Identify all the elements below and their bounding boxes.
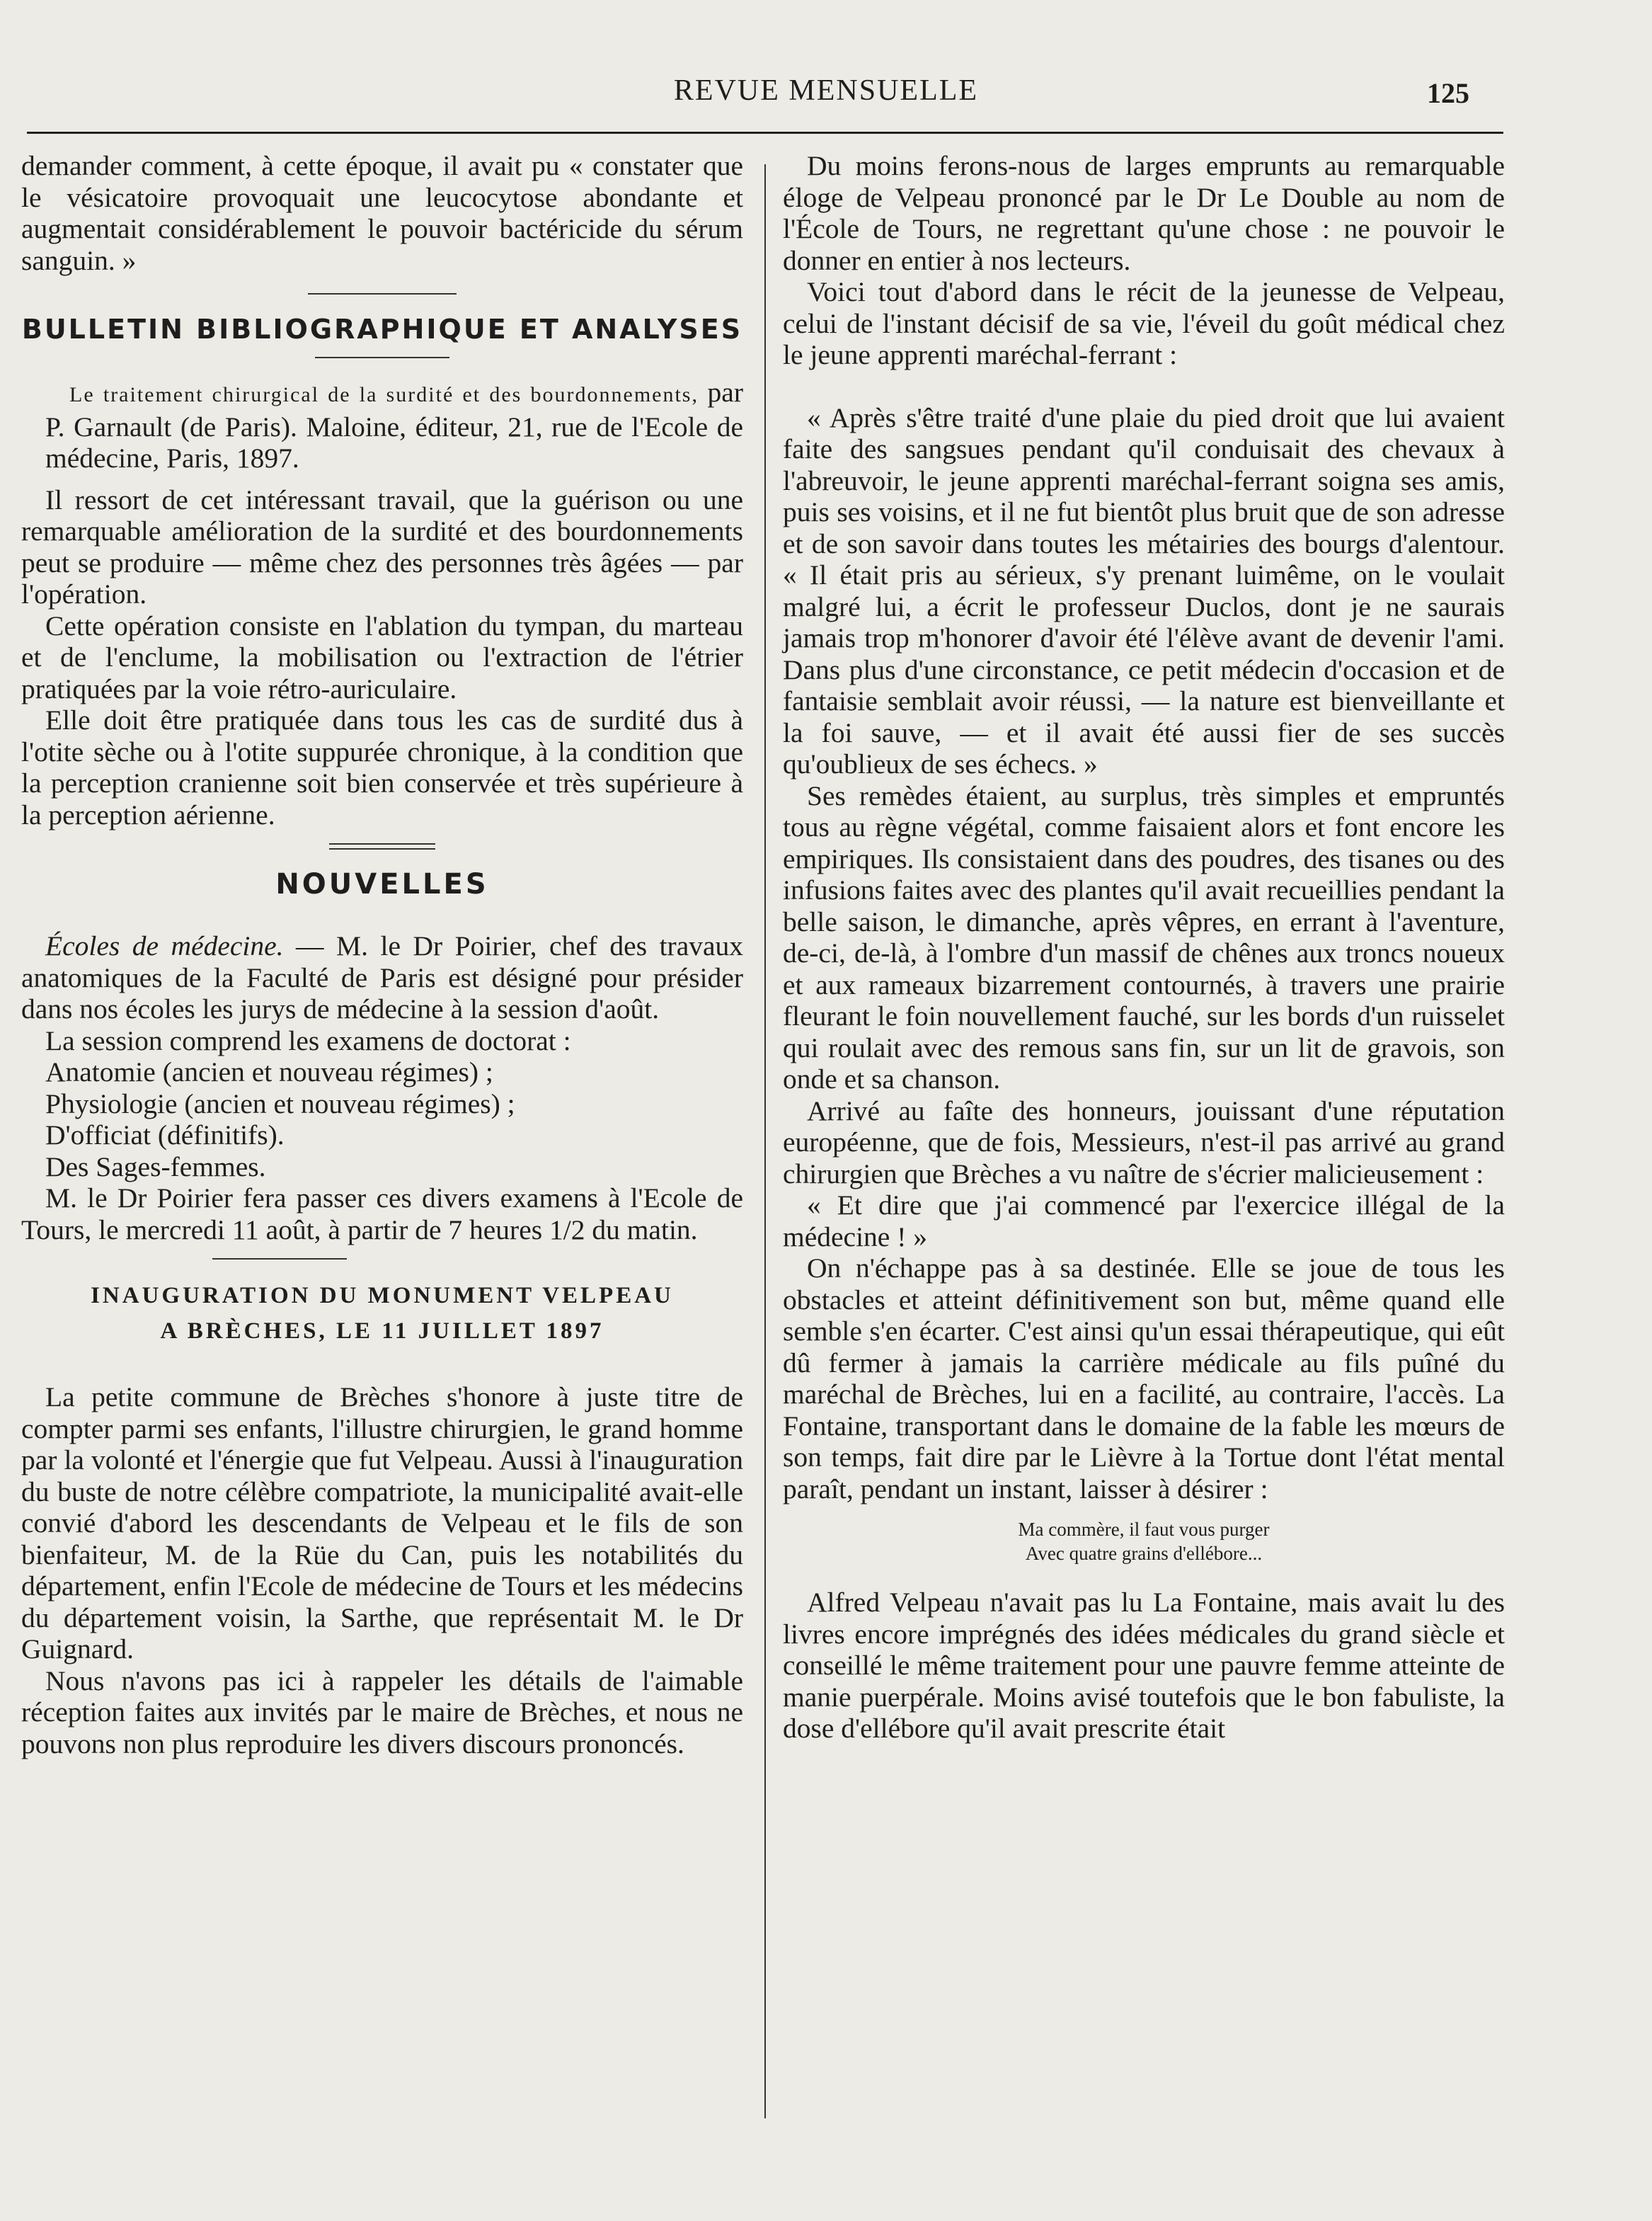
- paragraph: On n'échappe pas à sa destinée. Elle se joue de tous les obstacles et atteint définitivement son but, même quand elle semble s'en écarter. C'est ainsi qu'un essai thérapeutique, qui eût dû fermer à jamais la carrière médicale au fils puîné du maréchal de Brèches, lui en a facilité, au contraire, l'accès. La Fontaine, transportant dans le domaine de la fable les mœurs de son temps, fait dire par le Lièvre à la Tortue dont l'état mental paraît, pendant un instant, laisser à désirer :: [783, 1252, 1505, 1505]
- paragraph: Du moins ferons-nous de larges emprunts au remarquable éloge de Velpeau prononcé par le Dr Le Double au nom de l'École de Tours, ne regrettant qu'une chose : ne pouvoir le donner en entier à nos lecteurs.: [783, 150, 1505, 276]
- list-item: Physiologie (ancien et nouveau régimes) ;: [45, 1087, 515, 1119]
- news-text: — M. le Dr Poirier, chef des travaux anatomiques de la Faculté de Paris est désigné pour présider dans nos écoles les jurys de médecine à la session d'août.: [21, 930, 744, 1024]
- quote: « Et dire que j'ai commencé par l'exercice illégal de la médecine ! »: [783, 1189, 1505, 1252]
- bulletin-heading: BULLETIN BIBLIOGRAPHIQUE ET ANALYSES: [21, 314, 743, 345]
- quoted-paragraph: « Après s'être traité d'une plaie du pied droit que lui avaient faite des sangsues pendant qu'il conduisait des chevaux à l'abreuvoir, le jeune apprenti maréchal-ferrant soigna ses amis, puis ses voisins, et il ne fut bientôt plus bruit que de son adresse et de son savoir dans toutes les métairies des bourgs d'alentour. « Il était pris au sérieux, s'y prenant luimême, on le voulait malgré lui, a écrit le professeur Duclos, dont je ne saurais jamais trop m'honorer d'avoir été l'élève avant de devenir l'ami. Dans plus d'une circonstance, ce petit médecin d'occasion et de fantaisie semblait avoir réussi, — la nature est bienveillante et la foi sauve, — et il avait été aussi fier de ses succès qu'oublieux de ses échecs. »: [783, 401, 1505, 780]
- news-label: Écoles de médecine.: [45, 930, 284, 961]
- list-item: D'officiat (définitifs).: [45, 1119, 285, 1151]
- left-column: [21, 150, 743, 1759]
- nouvelles-heading: NOUVELLES: [275, 868, 489, 901]
- paragraph: Ses remèdes étaient, au surplus, très simples et empruntés tous au règne végétal, comme faisaient alors et font encore les empiriques. Ils consistaient dans des poudres, des tisanes ou des infusions faites avec des plantes qu'il avait recueillies pendant la belle saison, le dimanche, après vêpres, en errant à l'aventure, de-ci, de-là, à l'ombre d'un massif de chênes aux troncs noueux et aux rameaux bizarrement contournés, à travers une prairie fleurant le foin nouvellement fauché, sur les bords d'un ruisselet qui roulait avec des remous sans fin, sur un lit de gravois, son onde et sa chanson.: [783, 780, 1505, 1095]
- paragraph: La session comprend les examens de doctorat :: [45, 1024, 571, 1056]
- paragraph: Cette opération consiste en l'ablation du tympan, du marteau et de l'enclume, la mobilisation ou l'extraction de l'étrier pratiquées par la voie rétro-auriculaire.: [21, 610, 743, 704]
- page-number: 125: [1427, 77, 1469, 109]
- paragraph: M. le Dr Poirier fera passer ces divers examens à l'Ecole de Tours, le mercredi 11 août, à partir de 7 heures 1/2 du matin.: [21, 1182, 743, 1245]
- paragraph: demander comment, à cette époque, il avait pu « constater que le vésicatoire provoquait une leucocytose abondante et augmentait considérablement le pouvoir bactéricide du sérum sanguin. »: [21, 150, 743, 276]
- section-double-rule: [329, 843, 435, 850]
- paragraph: Il ressort de cet intéressant travail, que la guérison ou une remarquable amélioration de la surdité et des bourdonnements peut se produire — même chez des personnes très âgées — par l'opération.: [21, 484, 743, 610]
- book-citation: [21, 377, 743, 474]
- header-rule: [27, 132, 1503, 134]
- running-head: [0, 74, 1652, 116]
- news-item: [21, 930, 743, 1025]
- section-rule: [315, 357, 449, 358]
- right-column: [783, 150, 1505, 1745]
- section-rule: [308, 293, 457, 295]
- book-publisher: par P. Garnault (de Paris). Maloine, éditeur, 21, rue de l'Ecole de médecine, Paris, 1897.: [45, 377, 743, 474]
- column-divider: [764, 164, 766, 2118]
- list-item: Anatomie (ancien et nouveau régimes) ;: [45, 1056, 493, 1087]
- verse-line: Avec quatre grains d'ellébore...: [1025, 1543, 1263, 1564]
- list-item: Des Sages-femmes.: [45, 1151, 266, 1182]
- inauguration-heading-line2: A BRÈCHES, LE 11 JUILLET 1897: [160, 1318, 604, 1344]
- verse-line: Ma commère, il faut vous purger: [1018, 1519, 1270, 1540]
- verse-quote: [783, 1517, 1505, 1565]
- paragraph: La petite commune de Brèches s'honore à juste titre de compter parmi ses enfants, l'illustre chirurgien, le grand homme par la volonté et l'énergie que fut Velpeau. Aussi à l'inauguration du buste de notre célèbre compatriote, la municipalité avait-elle convié d'abord les descendants de Velpeau et le fils de son bienfaiteur, M. de la Rüe du Can, puis les notabilités du département, enfin l'Ecole de médecine de Tours et les médecins du département voisin, la Sarthe, que représentait M. le Dr Guignard.: [21, 1381, 743, 1665]
- paragraph: Alfred Velpeau n'avait pas lu La Fontaine, mais avait lu des livres encore imprégnés des idées médicales du grand siècle et conseillé le même traitement pour une pauvre femme atteinte de manie puerpérale. Moins avisé toutefois que le bon fabuliste, la dose d'ellébore qu'il avait prescrite était: [783, 1587, 1505, 1744]
- paragraph: Arrivé au faîte des honneurs, jouissant d'une réputation européenne, que de fois, Messieurs, n'est-il pas arrivé au grand chirurgien que Brèches a vu naître de s'écrier malicieusement :: [783, 1095, 1505, 1189]
- inauguration-heading: [21, 1278, 743, 1349]
- paragraph: Elle doit être pratiquée dans tous les cas de surdité dus à l'otite sèche ou à l'otite suppurée chronique, à la condition que la perception cranienne soit bien conservée et très supérieure à la perception aérienne.: [21, 704, 743, 830]
- paragraph: Voici tout d'abord dans le récit de la jeunesse de Velpeau, celui de l'instant décisif de sa vie, l'éveil du goût médical chez le jeune apprenti maréchal-ferrant :: [783, 276, 1505, 370]
- book-title: Le traitement chirurgical de la surdité et des bourdonnements,: [69, 383, 699, 406]
- inauguration-heading-line1: INAUGURATION DU MONUMENT VELPEAU: [91, 1283, 674, 1308]
- paragraph: Nous n'avons pas ici à rappeler les détails de l'aimable réception faites aux invités par le maire de Brèches, et nous ne pouvons non plus reproduire les divers discours prononcés.: [21, 1665, 743, 1759]
- journal-title: REVUE MENSUELLE: [673, 74, 979, 107]
